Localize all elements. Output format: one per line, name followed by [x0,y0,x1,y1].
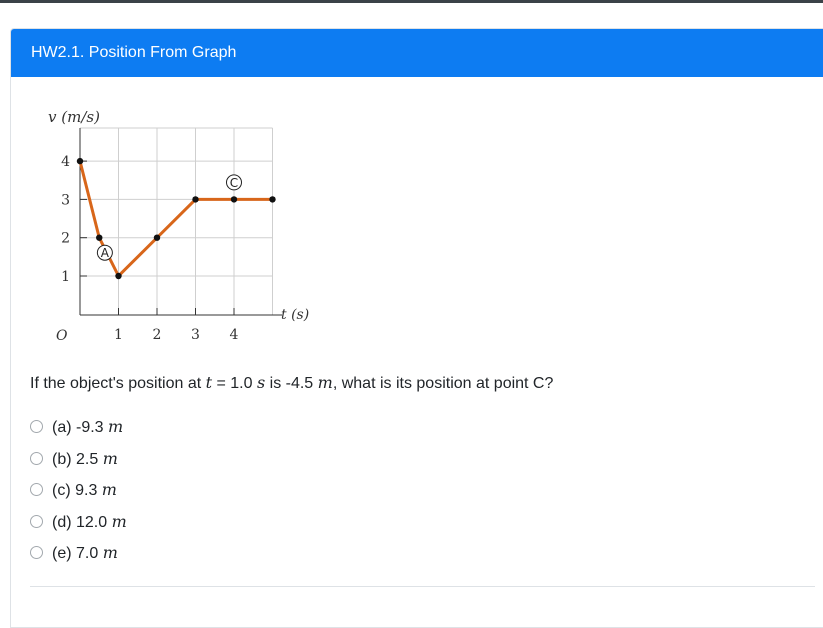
option-e-radio[interactable] [30,546,43,559]
window-top-bar [0,0,823,3]
y-tick-label: 2 [61,230,70,247]
data-point [77,158,83,164]
data-point [231,196,237,202]
bottom-divider [30,586,815,587]
option-d-radio[interactable] [30,515,43,528]
y-tick-label: 4 [61,154,70,171]
x-tick-label: 1 [114,327,123,343]
origin-label: O [56,328,68,344]
x-tick-label: 4 [229,327,239,343]
question-text: If the object's position at t = 1.0 s is -4.5 m, what is its position at point C? [30,373,554,392]
card-header [11,29,823,77]
x-axis-label: t (s) [281,307,310,323]
data-point [115,273,121,279]
marker-a-label: A [100,246,109,261]
data-point [96,235,102,241]
data-point [154,235,160,241]
y-axis-label: v (m/s) [48,108,100,126]
velocity-time-graph [30,100,320,350]
y-tick-label: 1 [61,269,70,285]
data-point [192,196,198,202]
graph-grid [80,128,273,315]
option-c-radio[interactable] [30,483,43,496]
x-tick-label: 3 [191,327,200,343]
option-a-radio[interactable] [30,420,43,433]
marker-c-label: C [229,175,239,190]
x-tick-label: 2 [152,327,162,343]
y-tick-label: 3 [61,192,70,209]
graph-axes [80,128,282,315]
data-point [269,196,275,202]
question-title: HW2.1. Position From Graph [31,44,237,61]
option-b-radio[interactable] [30,452,43,465]
